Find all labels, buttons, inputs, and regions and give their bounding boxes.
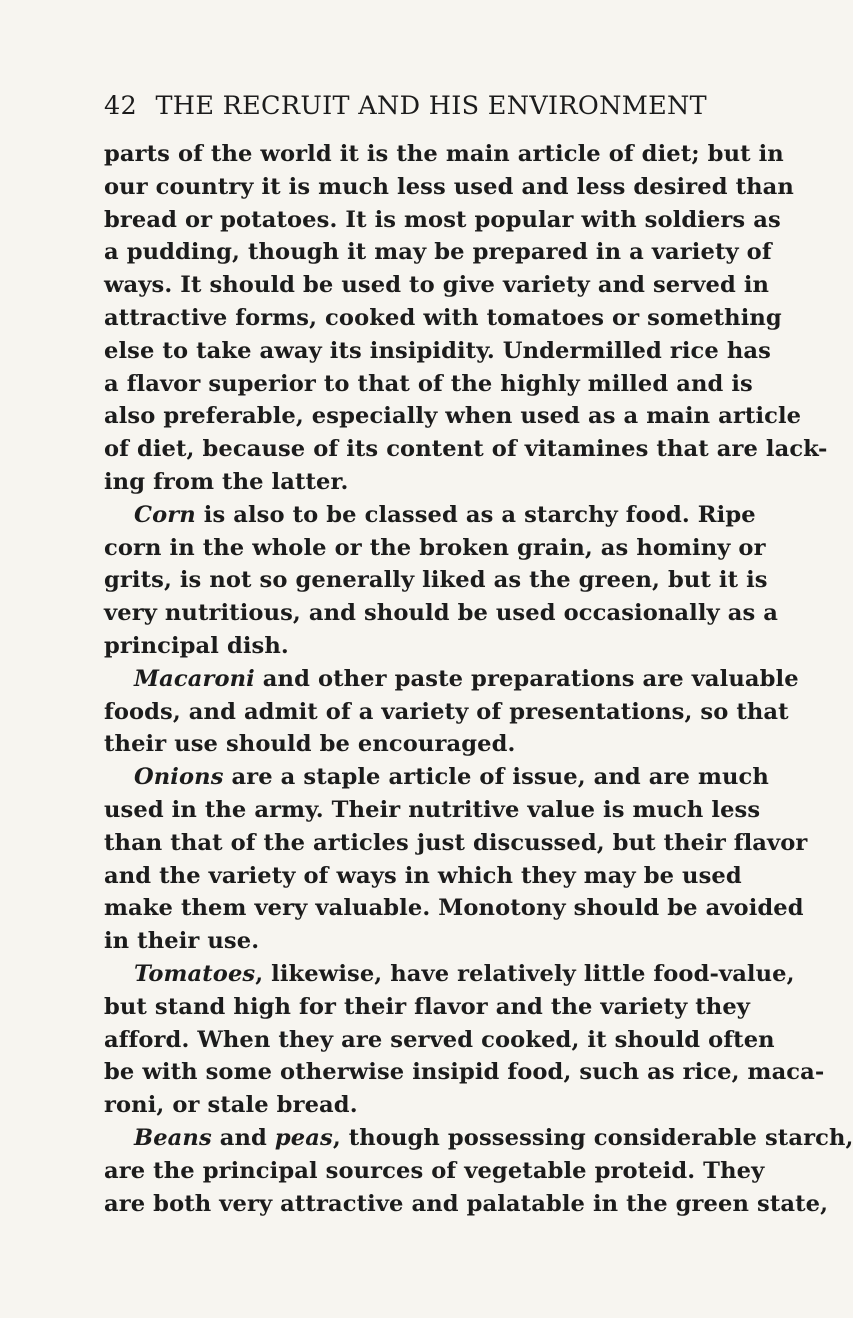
book-page	[104, 0, 853, 1318]
text-run: than that of the articles just discussed, but their flavor	[104, 829, 808, 856]
text-run: ing from the latter.	[104, 468, 349, 495]
text-run: roni, or stale bread.	[104, 1092, 358, 1119]
text-run: , likewise, have relatively little food-value,	[255, 960, 795, 987]
text-run: foods, and admit of a variety of presentations, so that	[104, 698, 789, 725]
italic-term: Corn	[134, 501, 196, 528]
running-header	[104, 88, 714, 124]
text-line	[104, 499, 756, 532]
text-line	[104, 368, 753, 401]
text-line	[104, 892, 804, 925]
text-line	[104, 696, 789, 729]
text-line	[104, 466, 714, 499]
text-line	[104, 335, 771, 368]
text-line	[104, 433, 828, 466]
text-run: of diet, because of its content of vitamines that are lack-	[104, 436, 828, 463]
text-line	[104, 532, 766, 565]
text-line	[104, 630, 714, 663]
text-line	[104, 138, 784, 171]
text-run: grits, is not so generally liked as the green, but it is	[104, 567, 768, 594]
text-line	[104, 827, 808, 860]
text-line	[104, 269, 770, 302]
text-line	[104, 1024, 775, 1057]
text-run: and the variety of ways in which they may be used	[104, 862, 742, 889]
text-line	[104, 204, 781, 237]
text-run: very nutritious, and should be used occasionally as a	[104, 600, 778, 627]
text-run: in their use.	[104, 928, 260, 955]
italic-term: Onions	[134, 764, 224, 791]
text-line	[104, 958, 795, 991]
text-line	[104, 761, 769, 794]
text-run: principal dish.	[104, 632, 289, 659]
text-run: their use should be encouraged.	[104, 731, 516, 758]
text-line	[104, 663, 799, 696]
text-line	[104, 728, 714, 761]
text-line	[104, 1188, 829, 1221]
text-run: parts of the world it is the main article of diet; but in	[104, 141, 784, 167]
text-line	[104, 1155, 765, 1188]
text-line	[104, 171, 794, 204]
text-run: and other paste preparations are valuable	[254, 665, 799, 692]
text-run: are both very attractive and palatable in the green state,	[104, 1190, 829, 1217]
text-line	[104, 597, 778, 630]
text-run: else to take away its insipidity. Undermilled rice has	[104, 337, 771, 364]
text-run: are a staple article of issue, and are much	[223, 764, 769, 791]
text-run: afford. When they are served cooked, it should often	[104, 1026, 775, 1053]
text-run: , though possessing considerable starch,	[332, 1124, 853, 1151]
text-run: bread or potatoes. It is most popular with soldiers as	[104, 206, 781, 233]
text-line	[104, 794, 761, 827]
text-line	[104, 1089, 714, 1122]
text-run: is also to be classed as a starchy food. Ripe	[195, 501, 756, 528]
text-line	[104, 860, 742, 893]
text-line	[104, 400, 802, 433]
text-line	[104, 236, 772, 269]
text-run: corn in the whole or the broken grain, as hominy or	[104, 534, 766, 561]
italic-term: peas	[274, 1124, 333, 1151]
text-line	[104, 991, 751, 1024]
text-run: a pudding, though it may be prepared in a variety of	[104, 239, 772, 266]
text-run: used in the army. Their nutritive value is much less	[104, 796, 761, 823]
text-run: make them very valuable. Monotony should be avoided	[104, 895, 804, 922]
text-line	[104, 1122, 853, 1155]
running-title: THE RECRUIT AND HIS ENVIRONMENT	[155, 91, 707, 121]
text-line	[104, 302, 782, 335]
text-line	[104, 1056, 825, 1089]
italic-term: Macaroni	[134, 665, 255, 692]
text-run: a flavor superior to that of the highly milled and is	[104, 370, 753, 397]
text-run: are the principal sources of vegetable proteid. They	[104, 1157, 765, 1184]
text-run: attractive forms, cooked with tomatoes or something	[104, 304, 782, 331]
italic-term: Beans	[134, 1124, 212, 1151]
text-run: but stand high for their flavor and the variety they	[104, 993, 751, 1020]
text-run: be with some otherwise insipid food, such as rice, maca-	[104, 1059, 825, 1086]
body-text	[104, 138, 853, 1220]
page-number: 42	[104, 91, 138, 121]
text-run: and	[211, 1124, 275, 1151]
text-run: our country it is much less used and less desired than	[104, 173, 794, 200]
italic-term: Tomatoes	[134, 960, 256, 987]
text-run: ways. It should be used to give variety and served in	[104, 272, 770, 299]
text-line	[104, 564, 768, 597]
text-line	[104, 925, 714, 958]
text-run: also preferable, especially when used as a main article	[104, 403, 802, 430]
